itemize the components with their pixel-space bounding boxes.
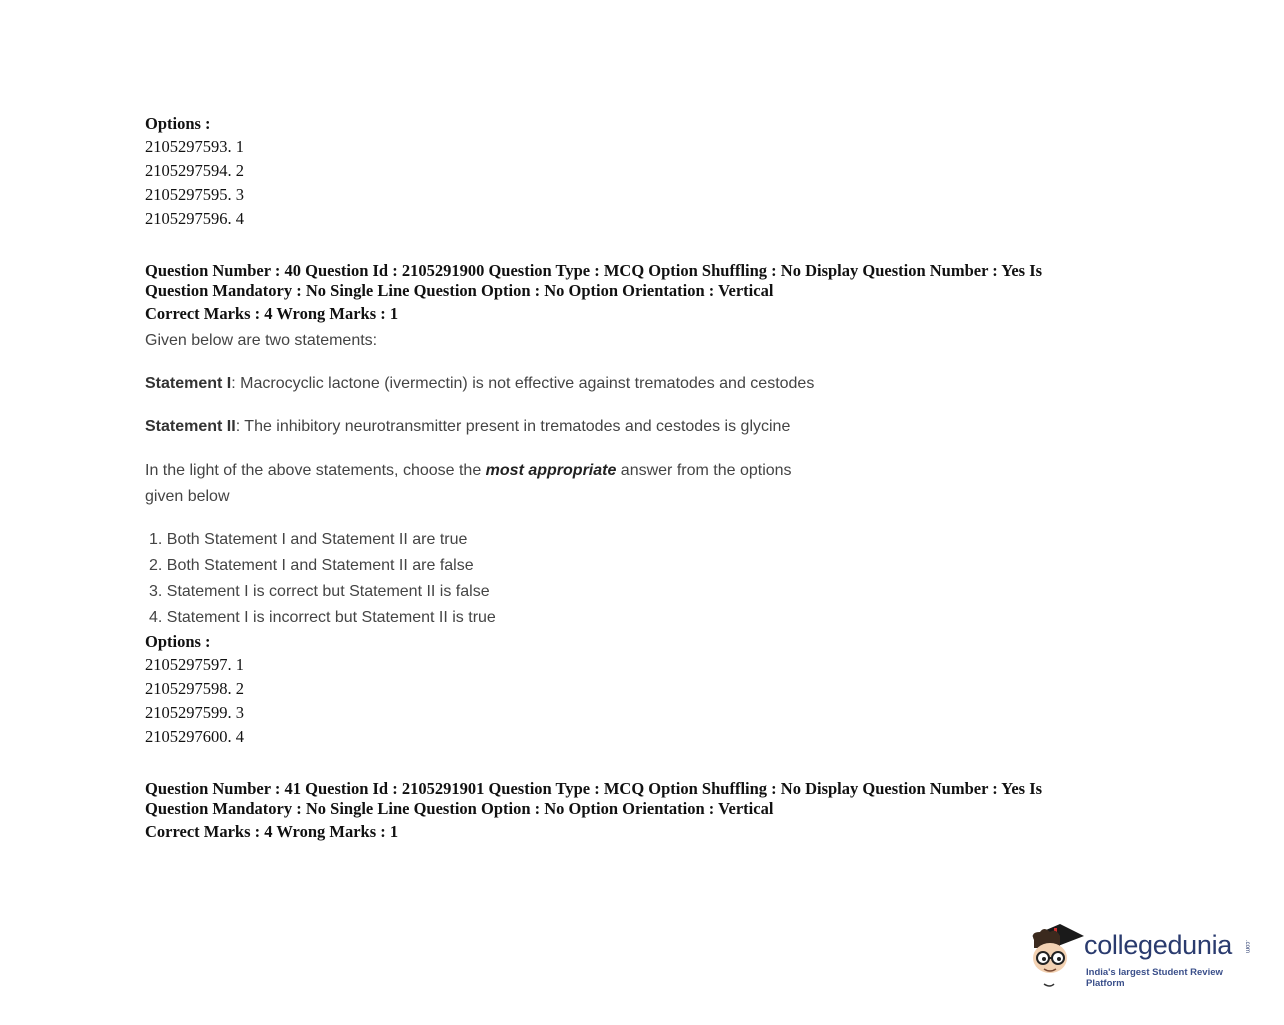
question-40-meta	[145, 261, 1105, 327]
choice-item: 1. Both Statement I and Statement II are true	[149, 531, 468, 548]
choice-item: 4. Statement I is incorrect but Statement II is true	[149, 609, 496, 626]
question-40-options	[145, 631, 1105, 749]
logo-brand-name: collegedunia	[1084, 930, 1233, 960]
logo-tagline: India's largest Student Review Platform	[1086, 967, 1223, 989]
option-line: 2105297594. 2	[145, 161, 244, 180]
statement-2	[145, 415, 1105, 439]
question-41-meta	[145, 779, 1105, 845]
statement-2-text: : The inhibitory neurotransmitter present in trematodes and cestodes is glycine	[235, 418, 791, 435]
option-line: 2105297596. 4	[145, 209, 244, 228]
question-meta-line: Question Mandatory : No Single Line Question Option : No Option Orientation : Vertical	[145, 799, 774, 818]
choice-item: 3. Statement I is correct but Statement II is false	[149, 583, 490, 600]
statement-1	[145, 372, 1105, 396]
choice-item: 2. Both Statement I and Statement II are false	[149, 557, 474, 574]
option-line: 2105297598. 2	[145, 679, 244, 698]
question-meta-line: Question Number : 41 Question Id : 2105291901 Question Type : MCQ Option Shuffling : No Display Question Number : Yes Is	[145, 779, 1043, 798]
prompt-text-line2: given below	[145, 488, 230, 505]
question-meta-line: Question Mandatory : No Single Line Question Option : No Option Orientation : Vertical	[145, 281, 774, 300]
prompt-emphasis: most appropriate	[485, 462, 617, 479]
question-meta-line: Question Number : 40 Question Id : 2105291900 Question Type : MCQ Option Shuffling : No Display Question Number : Yes Is	[145, 261, 1043, 280]
prompt-text: In the light of the above statements, choose the	[145, 462, 486, 479]
options-heading: Options :	[145, 114, 211, 133]
statement-1-label: Statement I	[145, 375, 232, 392]
option-line: 2105297600. 4	[145, 727, 244, 746]
top-options-block	[145, 113, 1105, 231]
statement-1-text: : Macrocyclic lactone (ivermectin) is not effective against trematodes and cestodes	[231, 375, 815, 392]
option-line: 2105297593. 1	[145, 137, 244, 156]
option-line: 2105297599. 3	[145, 703, 244, 722]
document-page	[145, 113, 1105, 845]
options-heading: Options :	[145, 632, 211, 651]
student-mascot-icon	[1026, 918, 1086, 990]
question-marks: Correct Marks : 4 Wrong Marks : 1	[145, 304, 399, 323]
option-line: 2105297595. 3	[145, 185, 244, 204]
statement-2-label: Statement II	[145, 418, 236, 435]
option-line: 2105297597. 1	[145, 655, 244, 674]
answer-choices	[145, 527, 1105, 631]
question-intro: Given below are two statements:	[145, 332, 378, 349]
question-marks: Correct Marks : 4 Wrong Marks : 1	[145, 822, 399, 841]
prompt-text-after: answer from the options	[616, 462, 792, 479]
question-prompt	[145, 458, 865, 510]
logo-domain-suffix: .com	[1244, 940, 1250, 954]
collegedunia-logo	[1026, 918, 1256, 990]
